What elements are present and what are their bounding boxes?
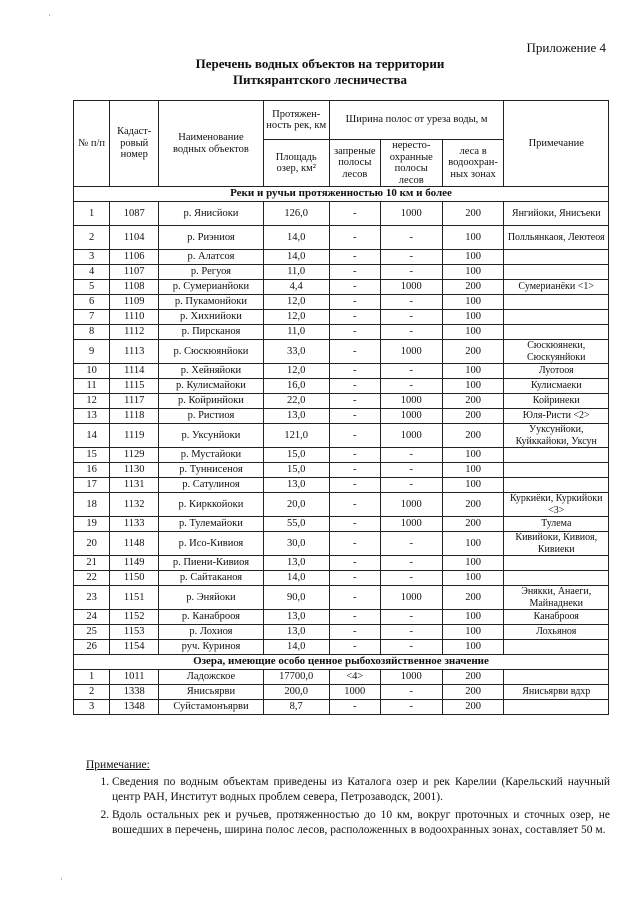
- cell-water-zone: 200: [442, 202, 504, 226]
- cell-water-zone: 100: [442, 250, 504, 265]
- cell-number: 5: [74, 280, 110, 295]
- cell-spawn-protect: -: [380, 379, 442, 394]
- cell-name: р. Пиени-Кивиоя: [159, 556, 263, 571]
- cell-length: 8,7: [263, 700, 329, 715]
- cell-length: 11,0: [263, 265, 329, 280]
- cell-note: [504, 310, 609, 325]
- cell-spawn: 1000: [329, 685, 380, 700]
- cell-cadastral: 1150: [110, 571, 159, 586]
- cell-spawn: -: [329, 571, 380, 586]
- cell-number: 26: [74, 640, 110, 655]
- table-row: [74, 685, 609, 700]
- cell-number: 6: [74, 295, 110, 310]
- cell-cadastral: 1118: [110, 409, 159, 424]
- cell-name: р. Янисйоки: [159, 202, 263, 226]
- cell-length: 200,0: [263, 685, 329, 700]
- cell-water-zone: 100: [442, 625, 504, 640]
- cell-spawn-protect: -: [380, 250, 442, 265]
- table-row: [74, 325, 609, 340]
- cell-number: 9: [74, 340, 110, 364]
- cell-length: 13,0: [263, 409, 329, 424]
- cell-note: [504, 670, 609, 685]
- cell-water-zone: 200: [442, 700, 504, 715]
- cell-spawn: -: [329, 700, 380, 715]
- cell-note: Энякки, Анаеги, Майнаднеки: [504, 586, 609, 610]
- cell-water-zone: 200: [442, 517, 504, 532]
- table-row: [74, 424, 609, 448]
- cell-cadastral: 1119: [110, 424, 159, 448]
- cell-spawn: -: [329, 493, 380, 517]
- cell-spawn-protect: -: [380, 556, 442, 571]
- cell-note: Ууксунйоки, Куйккайоки, Уксун: [504, 424, 609, 448]
- cell-name: р. Тулемайоки: [159, 517, 263, 532]
- cell-number: 20: [74, 532, 110, 556]
- header-note: Примечание: [504, 101, 609, 187]
- cell-name: р. Хихнийоки: [159, 310, 263, 325]
- cell-name: р. Кирккойоки: [159, 493, 263, 517]
- cell-length: 126,0: [263, 202, 329, 226]
- cell-spawn: -: [329, 280, 380, 295]
- cell-spawn-protect: -: [380, 310, 442, 325]
- cell-length: 14,0: [263, 226, 329, 250]
- table-row: [74, 517, 609, 532]
- table-row: [74, 394, 609, 409]
- scan-dot: ·: [60, 874, 63, 884]
- cell-note: [504, 700, 609, 715]
- cell-length: 13,0: [263, 556, 329, 571]
- table-row: [74, 310, 609, 325]
- cell-water-zone: 200: [442, 424, 504, 448]
- cell-water-zone: 200: [442, 340, 504, 364]
- header-name: Наименование водных объектов: [159, 101, 263, 187]
- cell-spawn: -: [329, 310, 380, 325]
- cell-length: 13,0: [263, 610, 329, 625]
- cell-note: Янисьярви вдхр: [504, 685, 609, 700]
- cell-number: 14: [74, 424, 110, 448]
- cell-name: р. Лохиоя: [159, 625, 263, 640]
- cell-length: 14,0: [263, 250, 329, 265]
- cell-name: Ладожское: [159, 670, 263, 685]
- cell-note: Койринеки: [504, 394, 609, 409]
- cell-note: Кулисмаеки: [504, 379, 609, 394]
- cell-spawn-protect: -: [380, 478, 442, 493]
- cell-spawn-protect: -: [380, 448, 442, 463]
- table-row: [74, 586, 609, 610]
- cell-spawn: -: [329, 226, 380, 250]
- table-row: [74, 295, 609, 310]
- cell-water-zone: 100: [442, 640, 504, 655]
- cell-spawn: -: [329, 448, 380, 463]
- cell-cadastral: 1112: [110, 325, 159, 340]
- cell-name: р. Сатулиноя: [159, 478, 263, 493]
- cell-name: р. Сумерианйоки: [159, 280, 263, 295]
- cell-name: р. Канаброоя: [159, 610, 263, 625]
- cell-spawn: <4>: [329, 670, 380, 685]
- cell-number: 15: [74, 448, 110, 463]
- cell-water-zone: 200: [442, 685, 504, 700]
- cell-number: 25: [74, 625, 110, 640]
- cell-note: [504, 463, 609, 478]
- cell-spawn: -: [329, 556, 380, 571]
- cell-number: 1: [74, 202, 110, 226]
- cell-water-zone: 100: [442, 379, 504, 394]
- cell-cadastral: 1338: [110, 685, 159, 700]
- cell-spawn: -: [329, 463, 380, 478]
- cell-name: р. Уксунйоки: [159, 424, 263, 448]
- cell-length: 13,0: [263, 625, 329, 640]
- table-row: [74, 670, 609, 685]
- table-row: [74, 571, 609, 586]
- section-rivers-heading: Реки и ручьи протяженностью 10 км и более: [74, 187, 609, 202]
- cell-water-zone: 100: [442, 295, 504, 310]
- cell-length: 11,0: [263, 325, 329, 340]
- cell-spawn: -: [329, 409, 380, 424]
- cell-note: [504, 250, 609, 265]
- cell-number: 24: [74, 610, 110, 625]
- cell-cadastral: 1104: [110, 226, 159, 250]
- appendix-label: Приложение 4: [526, 40, 606, 55]
- cell-spawn-protect: 1000: [380, 394, 442, 409]
- document-title: [0, 56, 640, 88]
- cell-number: 2: [74, 226, 110, 250]
- cell-length: 22,0: [263, 394, 329, 409]
- cell-spawn-protect: -: [380, 325, 442, 340]
- notes-block: [86, 758, 610, 841]
- table-row: [74, 625, 609, 640]
- cell-length: 14,0: [263, 640, 329, 655]
- cell-name: р. Сюскюянйоки: [159, 340, 263, 364]
- cell-name: р. Ристиоя: [159, 409, 263, 424]
- cell-note: [504, 448, 609, 463]
- table-row: [74, 610, 609, 625]
- cell-water-zone: 200: [442, 586, 504, 610]
- table-row: [74, 409, 609, 424]
- cell-length: 30,0: [263, 532, 329, 556]
- cell-note: Кивийоки, Кивиоя, Кивиеки: [504, 532, 609, 556]
- cell-name: Суйстамонъярви: [159, 700, 263, 715]
- cell-spawn: -: [329, 295, 380, 310]
- cell-note: Янгийоки, Янисъеки: [504, 202, 609, 226]
- cell-note: Юля-Ристи <2>: [504, 409, 609, 424]
- cell-number: 18: [74, 493, 110, 517]
- cell-note: Лохьяноя: [504, 625, 609, 640]
- cell-note: [504, 265, 609, 280]
- table-row: [74, 250, 609, 265]
- cell-number: 13: [74, 409, 110, 424]
- cell-number: 3: [74, 700, 110, 715]
- cell-water-zone: 100: [442, 556, 504, 571]
- cell-name: р. Хейняйоки: [159, 364, 263, 379]
- cell-length: 90,0: [263, 586, 329, 610]
- cell-cadastral: 1149: [110, 556, 159, 571]
- scan-dot: ·: [48, 10, 51, 20]
- cell-water-zone: 100: [442, 463, 504, 478]
- cell-spawn-protect: 1000: [380, 586, 442, 610]
- cell-name: р. Туннисеноя: [159, 463, 263, 478]
- cell-name: р. Эняйоки: [159, 586, 263, 610]
- cell-cadastral: 1117: [110, 394, 159, 409]
- table-row: [74, 556, 609, 571]
- cell-name: р. Риэниоя: [159, 226, 263, 250]
- cell-length: 14,0: [263, 571, 329, 586]
- header-spawn-protect: нересто-охранные полосы лесов: [380, 140, 442, 187]
- cell-cadastral: 1108: [110, 280, 159, 295]
- cell-length: 15,0: [263, 448, 329, 463]
- cell-cadastral: 1148: [110, 532, 159, 556]
- cell-name: р. Пирсканоя: [159, 325, 263, 340]
- header-spawn: запреные полосы лесов: [329, 140, 380, 187]
- cell-spawn: -: [329, 325, 380, 340]
- cell-note: Луотооя: [504, 364, 609, 379]
- cell-number: 16: [74, 463, 110, 478]
- cell-water-zone: 100: [442, 265, 504, 280]
- cell-number: 4: [74, 265, 110, 280]
- cell-cadastral: 1151: [110, 586, 159, 610]
- cell-number: 2: [74, 685, 110, 700]
- table-row: [74, 463, 609, 478]
- table-row: [74, 265, 609, 280]
- cell-name: р. Алатсоя: [159, 250, 263, 265]
- cell-cadastral: 1133: [110, 517, 159, 532]
- cell-spawn: -: [329, 265, 380, 280]
- header-length: Протяжен-ность рек, км: [263, 101, 329, 140]
- cell-name: руч. Куриноя: [159, 640, 263, 655]
- cell-cadastral: 1107: [110, 265, 159, 280]
- cell-spawn: -: [329, 640, 380, 655]
- cell-cadastral: 1131: [110, 478, 159, 493]
- cell-spawn-protect: -: [380, 571, 442, 586]
- cell-water-zone: 100: [442, 532, 504, 556]
- cell-note: Сумерианёки <1>: [504, 280, 609, 295]
- cell-note: [504, 556, 609, 571]
- cell-note: [504, 295, 609, 310]
- cell-spawn: -: [329, 379, 380, 394]
- note-item: 2. Вдоль остальных рек и ручьев, протяженностью до 10 км, вокруг проточных и сточных озер, не вошедших в перечень, ширина полос лесов, расположенных в водоохранных зонах, составляет 50 м.: [112, 808, 610, 838]
- cell-spawn-protect: -: [380, 532, 442, 556]
- cell-cadastral: 1129: [110, 448, 159, 463]
- cell-spawn-protect: -: [380, 610, 442, 625]
- cell-spawn-protect: -: [380, 463, 442, 478]
- cell-water-zone: 100: [442, 226, 504, 250]
- cell-number: 8: [74, 325, 110, 340]
- cell-cadastral: 1132: [110, 493, 159, 517]
- cell-length: 15,0: [263, 463, 329, 478]
- cell-water-zone: 100: [442, 364, 504, 379]
- cell-number: 7: [74, 310, 110, 325]
- cell-spawn-protect: -: [380, 685, 442, 700]
- notes-heading: Примечание:: [86, 759, 150, 771]
- cell-water-zone: 200: [442, 493, 504, 517]
- cell-note: [504, 571, 609, 586]
- cell-spawn: -: [329, 586, 380, 610]
- cell-length: 13,0: [263, 478, 329, 493]
- cell-number: 23: [74, 586, 110, 610]
- cell-cadastral: 1113: [110, 340, 159, 364]
- cell-spawn-protect: -: [380, 625, 442, 640]
- cell-spawn: -: [329, 625, 380, 640]
- cell-length: 55,0: [263, 517, 329, 532]
- header-water-zone: леса в водоохран-ных зонах: [442, 140, 504, 187]
- cell-number: 10: [74, 364, 110, 379]
- cell-number: 22: [74, 571, 110, 586]
- cell-name: р. Сайтаканоя: [159, 571, 263, 586]
- cell-spawn: -: [329, 394, 380, 409]
- cell-spawn-protect: 1000: [380, 409, 442, 424]
- cell-name: р. Регуоя: [159, 265, 263, 280]
- table-row: [74, 640, 609, 655]
- cell-water-zone: 100: [442, 478, 504, 493]
- title-line-1: Перечень водных объектов на территории: [195, 56, 445, 71]
- water-bodies-table: [73, 100, 609, 715]
- cell-water-zone: 100: [442, 448, 504, 463]
- cell-water-zone: 200: [442, 280, 504, 295]
- cell-cadastral: 1106: [110, 250, 159, 265]
- cell-spawn-protect: -: [380, 295, 442, 310]
- cell-cadastral: 1152: [110, 610, 159, 625]
- cell-spawn: -: [329, 250, 380, 265]
- header-num: № п/п: [74, 101, 110, 187]
- cell-water-zone: 100: [442, 325, 504, 340]
- cell-water-zone: 100: [442, 571, 504, 586]
- cell-spawn-protect: 1000: [380, 517, 442, 532]
- cell-length: 12,0: [263, 310, 329, 325]
- cell-name: р. Кулисмайоки: [159, 379, 263, 394]
- cell-spawn: -: [329, 202, 380, 226]
- cell-spawn-protect: 1000: [380, 340, 442, 364]
- cell-note: [504, 478, 609, 493]
- cell-cadastral: 1109: [110, 295, 159, 310]
- cell-cadastral: 1011: [110, 670, 159, 685]
- cell-length: 17700,0: [263, 670, 329, 685]
- cell-spawn: -: [329, 364, 380, 379]
- cell-spawn-protect: -: [380, 640, 442, 655]
- cell-number: 19: [74, 517, 110, 532]
- cell-water-zone: 100: [442, 610, 504, 625]
- cell-spawn-protect: 1000: [380, 424, 442, 448]
- notes-list: [86, 775, 610, 838]
- cell-length: 121,0: [263, 424, 329, 448]
- cell-cadastral: 1114: [110, 364, 159, 379]
- cell-note: Сюскюянеки, Сюскуянйоки: [504, 340, 609, 364]
- cell-note: Полльянкаоя, Леютеоя: [504, 226, 609, 250]
- cell-number: 21: [74, 556, 110, 571]
- table-row: [74, 280, 609, 295]
- cell-spawn-protect: -: [380, 265, 442, 280]
- cell-spawn: -: [329, 478, 380, 493]
- cell-length: 12,0: [263, 295, 329, 310]
- cell-water-zone: 100: [442, 310, 504, 325]
- cell-length: 16,0: [263, 379, 329, 394]
- cell-water-zone: 200: [442, 670, 504, 685]
- table-row: [74, 700, 609, 715]
- cell-spawn-protect: 1000: [380, 670, 442, 685]
- cell-note: [504, 325, 609, 340]
- note-item: 1. Сведения по водным объектам приведены из Каталога озер и рек Карелии (Карельский научный центр РАН, Институт водных проблем севера, Петрозаводск, 2001).: [112, 775, 610, 805]
- cell-length: 12,0: [263, 364, 329, 379]
- cell-note: Канаброоя: [504, 610, 609, 625]
- table-row: [74, 493, 609, 517]
- table-row: [74, 226, 609, 250]
- cell-name: р. Койринйоки: [159, 394, 263, 409]
- table-row: [74, 202, 609, 226]
- cell-note: [504, 640, 609, 655]
- cell-water-zone: 200: [442, 394, 504, 409]
- cell-spawn-protect: 1000: [380, 280, 442, 295]
- cell-name: р. Пукамонйоки: [159, 295, 263, 310]
- header-area: Площадь озер, км²: [263, 140, 329, 187]
- table-row: [74, 340, 609, 364]
- cell-spawn: -: [329, 517, 380, 532]
- cell-spawn-protect: -: [380, 364, 442, 379]
- cell-number: 11: [74, 379, 110, 394]
- cell-number: 12: [74, 394, 110, 409]
- cell-cadastral: 1130: [110, 463, 159, 478]
- header-width-group: Ширина полос от уреза воды, м: [329, 101, 504, 140]
- cell-spawn-protect: -: [380, 226, 442, 250]
- cell-name: р. Исо-Кивиоя: [159, 532, 263, 556]
- cell-cadastral: 1348: [110, 700, 159, 715]
- cell-spawn: -: [329, 424, 380, 448]
- title-line-2: Питкярантского лесничества: [232, 72, 408, 87]
- cell-spawn: -: [329, 532, 380, 556]
- section-lakes-heading: Озера, имеющие особо ценное рыбохозяйственное значение: [74, 655, 609, 670]
- cell-cadastral: 1115: [110, 379, 159, 394]
- cell-number: 3: [74, 250, 110, 265]
- cell-name: р. Мустайоки: [159, 448, 263, 463]
- cell-spawn-protect: 1000: [380, 202, 442, 226]
- table-row: [74, 478, 609, 493]
- cell-length: 4,4: [263, 280, 329, 295]
- cell-spawn: -: [329, 340, 380, 364]
- header-cadastral: Кадаст-ровый номер: [110, 101, 159, 187]
- cell-note: Куркиёки, Куркийоки <3>: [504, 493, 609, 517]
- table-row: [74, 532, 609, 556]
- cell-number: 17: [74, 478, 110, 493]
- cell-water-zone: 200: [442, 409, 504, 424]
- cell-spawn-protect: 1000: [380, 493, 442, 517]
- table-row: [74, 379, 609, 394]
- cell-note: Тулема: [504, 517, 609, 532]
- table-row: [74, 448, 609, 463]
- cell-number: 1: [74, 670, 110, 685]
- cell-cadastral: 1153: [110, 625, 159, 640]
- cell-name: Янисьярви: [159, 685, 263, 700]
- cell-spawn-protect: -: [380, 700, 442, 715]
- cell-cadastral: 1087: [110, 202, 159, 226]
- cell-length: 33,0: [263, 340, 329, 364]
- cell-cadastral: 1154: [110, 640, 159, 655]
- table-row: [74, 364, 609, 379]
- cell-cadastral: 1110: [110, 310, 159, 325]
- cell-length: 20,0: [263, 493, 329, 517]
- cell-spawn: -: [329, 610, 380, 625]
